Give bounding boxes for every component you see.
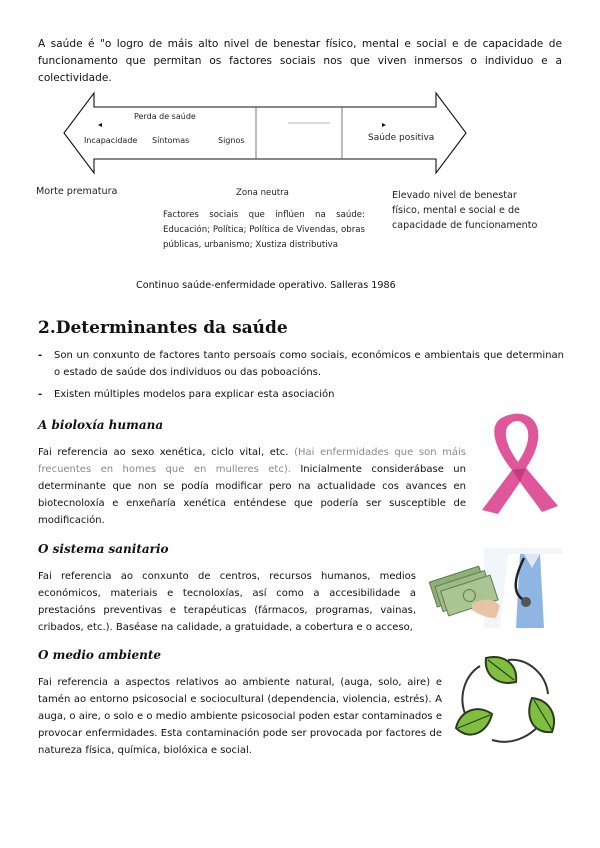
medio-paragraph: Fai referencia a aspectos relativos ao ambiente natural, (auga, solo, aire) e tamén ao entorno psicosocial e sociocultural (dependencia, violencia, estrés). A auga, o aire, o solo e o medio ambiente psicosocial poden estar contaminados e provocar enfermidades. Esta contaminación pode ser provocada por factores de natureza física, química, biolóxica e social.: [38, 677, 442, 756]
label-perda-saude: Perda de saúde: [134, 112, 196, 121]
biologia-title: A bioloxía humana: [38, 418, 164, 432]
diagram-caption: Continuo saúde-enfermidade operativo. Salleras 1986: [136, 280, 396, 291]
medio-title: O medio ambiente: [38, 648, 162, 662]
biologia-paragraph: [38, 444, 466, 529]
label-saude-positiva: Saúde positiva: [368, 133, 435, 143]
right-pointer-icon: [382, 123, 386, 127]
bullet-list: [38, 347, 564, 408]
intro-paragraph: A saúde é "o logro de máis alto nivel de benestar físico, mental e social e de capacidade de funcionamento que permitan os factores sociais nos que viven inmersos o individuo e a colectividade.: [38, 38, 562, 84]
left-pointer-icon: [98, 123, 102, 127]
label-signos: Signos: [218, 136, 245, 145]
sanitario-paragraph: Fai referencia ao conxunto de centros, recursos humanos, medios económicos, materiais e tecnoloxías, así como a accesibilidade a prestacións preventivas e terapéuticas (fármacos, programas, vainas, cribados, etc.). Baséase na calidade, a gratuidade, a cobertura e o acceso,: [38, 571, 416, 633]
bullet-text: Existen múltiples modelos para explicar esta asociación: [54, 389, 335, 400]
bullet-text: Son un conxunto de factores tanto persoais como sociais, económicos e ambientais que determinan o estado de saúde dos individuos ou das poboacións.: [54, 350, 564, 378]
sanitario-title: O sistema sanitario: [38, 542, 169, 556]
dash-icon: -: [38, 350, 43, 361]
bullet-item: [38, 347, 564, 381]
doctor-money-icon: [428, 548, 562, 628]
label-zona-neutra: Zona neutra: [236, 188, 289, 198]
recycle-leaves-icon: [452, 652, 560, 752]
biologia-text-2: Inicialmente considerábase un determinante que non se podía modificar pero na actualidade cos avances en biotecnoloxía e enxeñaría xenética enténdese que podería ser susceptible de modificación.: [38, 464, 466, 526]
biologia-text-1: Fai referencia ao sexo xenética, ciclo vital, etc.: [38, 447, 295, 458]
pink-ribbon-icon: [468, 408, 566, 516]
label-morte-prematura: Morte prematura: [36, 186, 118, 197]
label-sintomas: Síntomas: [152, 136, 190, 145]
label-incapacidade: Incapacidade: [84, 136, 138, 145]
factores-sociais-note: Factores sociais que inflúen na saúde: Educación; Política; Política de Vivendas, obras públicas, urbanismo; Xustiza distributiva: [163, 210, 365, 250]
biologia-text-gray: (Hai enfermidades que son máis frecuentes en homes que en mulleres etc).: [38, 447, 466, 475]
dash-icon: -: [38, 389, 43, 400]
label-elevado-nivel: Elevado nivel de benestar físico, mental e social e de capacidade de funcionamento: [392, 190, 538, 231]
section-title: 2.Determinantes da saúde: [38, 318, 288, 338]
bullet-item: [38, 386, 564, 403]
